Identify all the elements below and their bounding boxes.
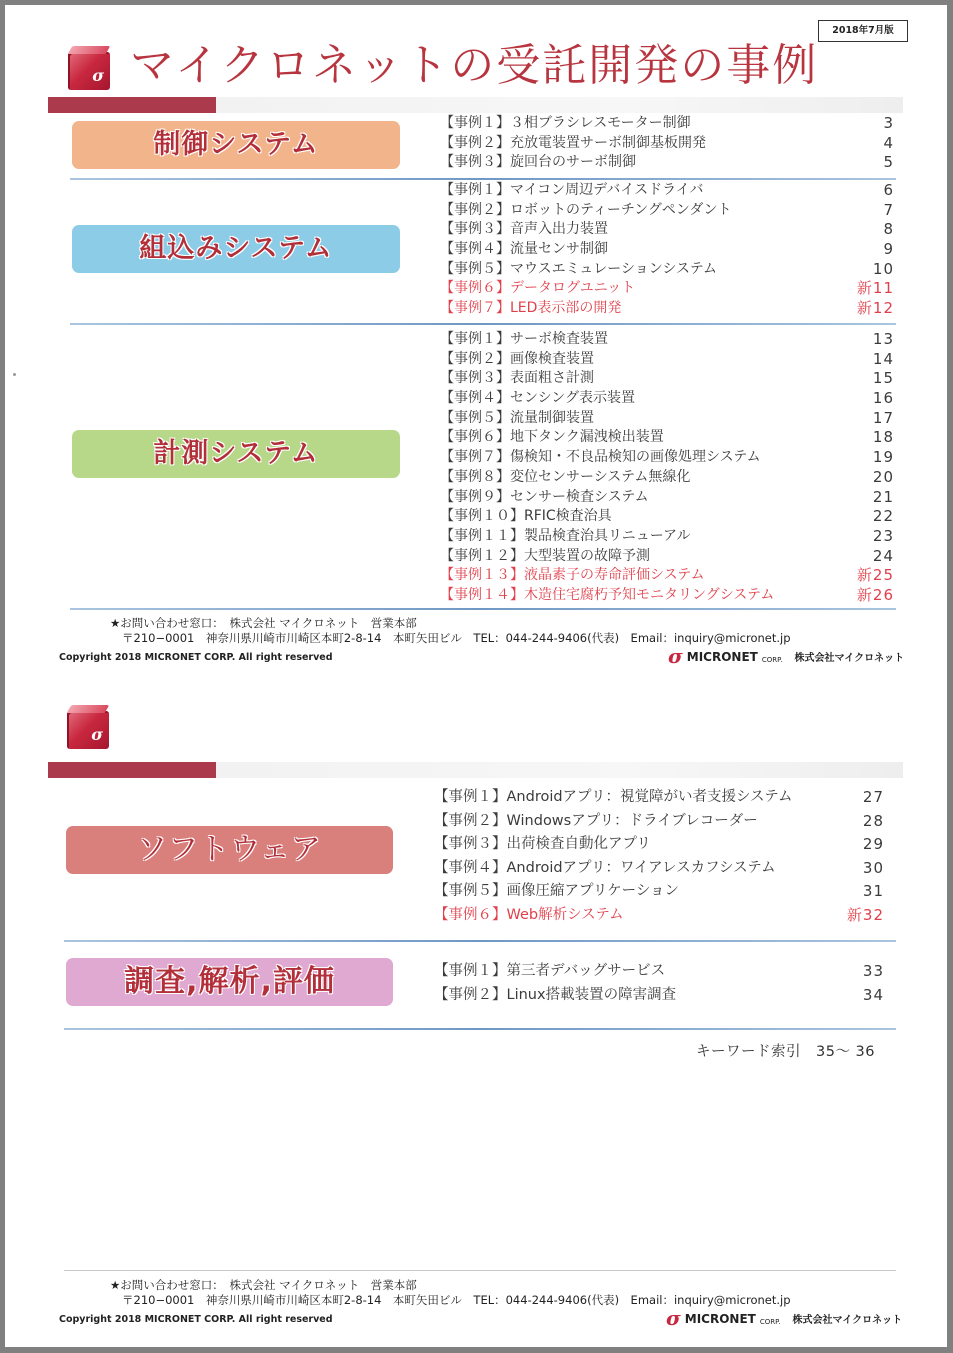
case-item-new[interactable]: 【事例１３】液晶素子の寿命評価システム 新25: [440, 566, 894, 585]
brand-logo: σ MICRONET CORP. 株式会社マイクロネット: [666, 1306, 903, 1330]
address-line: 〒210−0001 神奈川県川崎市川崎区本町2-8-14 本町矢田ビル TEL：044-244-9406(代表) Email：inquiry@micronet.jp: [122, 1293, 791, 1307]
case-item[interactable]: 【事例１】Androidアプリ：視覚障がい者支援システム 27: [434, 788, 884, 806]
case-item[interactable]: 【事例６】地下タンク漏洩検出装置 18: [440, 428, 894, 447]
category-software: ソフトウェア: [66, 826, 393, 874]
category-control-systems: 制御システム: [72, 121, 400, 169]
case-item[interactable]: 【事例５】流量制御装置 17: [440, 408, 894, 427]
section-divider: [70, 178, 896, 180]
copyright: Copyright 2018 MICRONET CORP. All right reserved: [59, 652, 333, 663]
header-bar: [48, 762, 903, 778]
case-item-new[interactable]: 【事例１４】木造住宅腐朽予知モニタリングシステム 新26: [440, 585, 894, 604]
case-item[interactable]: 【事例１０】RFIC検査治具 22: [440, 507, 894, 526]
micronet-cube-icon: σ: [68, 52, 110, 90]
edition-badge: 2018年7月版: [818, 20, 908, 42]
case-item[interactable]: 【事例３】旋回台のサーボ制御 5: [440, 153, 894, 172]
case-item-new[interactable]: 【事例６】データログユニット 新11: [440, 279, 894, 298]
case-item[interactable]: 【事例１】マイコン周辺デバイスドライバ 6: [440, 181, 894, 199]
section-divider: [70, 608, 896, 610]
case-item[interactable]: 【事例４】センシング表示装置 16: [440, 389, 894, 408]
category-embedded-systems: 組込みシステム: [72, 225, 400, 273]
case-list-investigation-analysis: [434, 960, 886, 1007]
contact-line: ★お問い合わせ窓口： 株式会社 マイクロネット 営業本部: [110, 1278, 417, 1292]
micronet-logo-icon: σ: [668, 644, 683, 668]
case-item[interactable]: 【事例２】画像検査装置 14: [440, 349, 894, 368]
case-item-new[interactable]: 【事例７】LED表示部の開発 新12: [440, 299, 894, 318]
section-divider: [64, 1028, 896, 1030]
header-bar: [48, 97, 903, 113]
micronet-cube-icon: σ: [67, 711, 109, 749]
case-item[interactable]: 【事例２】Windowsアプリ：ドライブレコーダー 28: [434, 811, 884, 830]
case-item[interactable]: 【事例１】サーボ検査装置 13: [440, 330, 894, 348]
case-item[interactable]: 【事例４】Androidアプリ：ワイアレスカフシステム 30: [434, 858, 884, 877]
case-list-embedded-systems: [440, 181, 896, 319]
category-measurement-systems: 計測システム: [72, 430, 400, 478]
case-list-measurement-systems: [440, 330, 896, 606]
address-line: 〒210−0001 神奈川県川崎市川崎区本町2-8-14 本町矢田ビル TEL：044-244-9406(代表) Email：inquiry@micronet.jp: [122, 631, 791, 645]
case-item[interactable]: 【事例１】３相ブラシレスモーター制御 3: [440, 114, 894, 132]
case-item[interactable]: 【事例８】変位センサーシステム無線化 20: [440, 467, 894, 486]
section-divider: [70, 323, 896, 325]
case-item[interactable]: 【事例３】表面粗さ計測 15: [440, 369, 894, 388]
section-divider: [64, 940, 896, 942]
case-item[interactable]: 【事例１１】製品検査治具リニューアル 23: [440, 526, 894, 545]
case-item[interactable]: 【事例４】流量センサ制御 9: [440, 240, 894, 259]
case-list-control-systems: [440, 114, 896, 173]
case-item[interactable]: 【事例３】出荷検査自動化アプリ 29: [434, 835, 884, 853]
case-item[interactable]: 【事例５】マウスエミュレーションシステム 10: [440, 259, 894, 278]
case-item[interactable]: 【事例２】ロボットのティーチングペンダント 7: [440, 200, 894, 219]
case-item[interactable]: 【事例２】充放電装置サーボ制御基板開発 4: [440, 133, 894, 152]
keyword-index-link[interactable]: キーワード索引 35～ 36: [696, 1044, 876, 1060]
case-item-new[interactable]: 【事例６】Web解析システム 新32: [434, 905, 884, 924]
page-title: マイクロネットの受託開発の事例: [130, 40, 819, 91]
brand-logo: σ MICRONET CORP. 株式会社マイクロネット: [668, 644, 905, 668]
case-item[interactable]: 【事例５】画像圧縮アプリケーション 31: [434, 882, 884, 900]
case-item[interactable]: 【事例１】第三者デバッグサービス 33: [434, 962, 884, 980]
micronet-logo-icon: σ: [666, 1306, 681, 1330]
case-item[interactable]: 【事例７】傷検知・不良品検知の画像処理システム 19: [440, 448, 894, 467]
scan-artifact: [13, 373, 16, 376]
case-item[interactable]: 【事例３】音声入出力装置 8: [440, 220, 894, 239]
case-item[interactable]: 【事例１２】大型装置の故障予測 24: [440, 546, 894, 565]
copyright: Copyright 2018 MICRONET CORP. All right reserved: [59, 1314, 333, 1325]
case-list-software: [434, 786, 886, 927]
case-item[interactable]: 【事例２】Linux搭載装置の障害調査 34: [434, 985, 884, 1004]
category-investigation-analysis: 調査,解析,評価: [66, 958, 393, 1006]
footer-divider: [64, 1270, 896, 1271]
contact-line: ★お問い合わせ窓口： 株式会社 マイクロネット 営業本部: [110, 616, 417, 630]
case-item[interactable]: 【事例９】センサー検査システム 21: [440, 487, 894, 506]
